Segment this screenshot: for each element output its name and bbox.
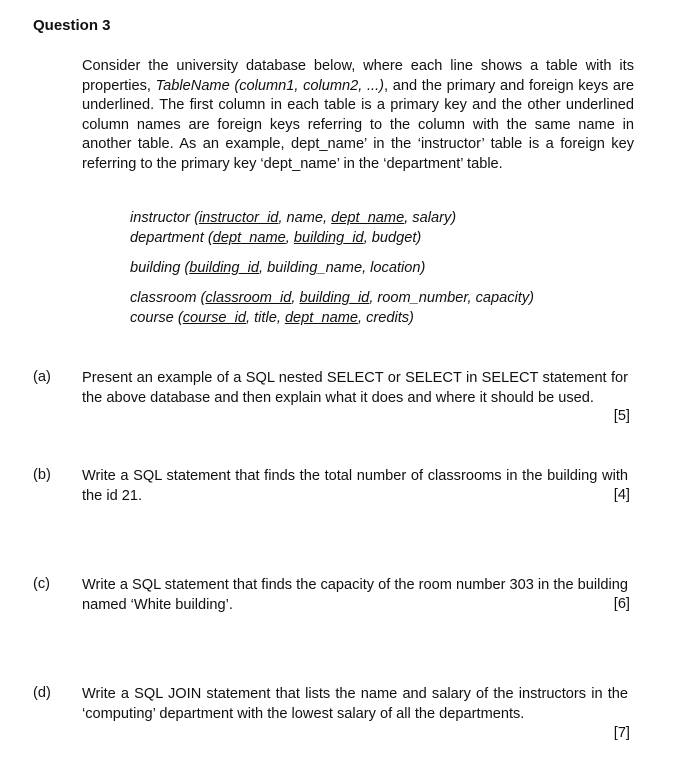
- intro-text-1: Consider the university database below, where each line shows a table with its properties,: [82, 58, 634, 94]
- schema-instructor: [130, 209, 456, 229]
- schema-department: [130, 229, 421, 249]
- columns: , room_number, capacity): [369, 290, 534, 306]
- columns: ,: [285, 230, 294, 246]
- foreign-key: building_id: [293, 230, 364, 246]
- columns: , building_name, location): [259, 260, 426, 276]
- primary-key: building_id: [189, 260, 260, 276]
- columns: , title,: [246, 310, 285, 326]
- table-name: instructor (: [130, 210, 199, 226]
- question-label: (c): [33, 576, 51, 592]
- intro-table-syntax: TableName (column1, column2, ...): [155, 77, 384, 94]
- table-name: course (: [130, 310, 183, 326]
- columns: , credits): [357, 310, 414, 326]
- foreign-key: building_id: [299, 290, 370, 306]
- question-text: Write a SQL statement that finds the total number of classrooms in the building with the id 21.: [82, 468, 628, 504]
- question-text: Write a SQL statement that finds the capacity of the room number 303 in the building named ‘White building’.: [82, 577, 628, 613]
- table-name: building (: [130, 260, 190, 276]
- question-heading: Question 3: [33, 17, 111, 34]
- foreign-key: dept_name: [331, 210, 405, 226]
- primary-key: course_id: [182, 310, 246, 326]
- schema-building: [130, 259, 425, 279]
- intro-paragraph: [82, 57, 634, 175]
- table-name: department (: [130, 230, 213, 246]
- question-marks: [6]: [613, 596, 630, 612]
- schema-classroom: [130, 289, 534, 309]
- intro-text-2: , and the primary and foreign keys are underlined. The first column in each table is a primary key and the other underlined column names are foreign keys referring to the column with the same name in another table. As an example, dept_name’ in the ‘instructor’ table is a foreign key referring to the primary key ‘dept_name’ in the ‘department’ table.: [82, 77, 634, 172]
- question-label: (a): [33, 369, 51, 385]
- columns: , salary): [404, 210, 457, 226]
- columns: , budget): [363, 230, 422, 246]
- primary-key: dept_name: [212, 230, 286, 246]
- question-text: Present an example of a SQL nested SELECT or SELECT in SELECT statement for the above database and then explain what it does and where it should be used.: [82, 370, 628, 406]
- schema-course: [130, 309, 414, 329]
- question-marks: [5]: [613, 408, 630, 424]
- question-label: (d): [33, 685, 51, 701]
- question-marks: [7]: [613, 725, 630, 741]
- columns: , name,: [278, 210, 332, 226]
- primary-key: instructor_id: [198, 210, 279, 226]
- table-name: classroom (: [130, 290, 206, 306]
- question-marks: [4]: [613, 487, 630, 503]
- foreign-key: dept_name: [284, 310, 358, 326]
- question-text: Write a SQL JOIN statement that lists the name and salary of the instructors in the ‘computing’ department with the lowest salary of all the departments.: [82, 686, 628, 722]
- columns: ,: [291, 290, 300, 306]
- primary-key: classroom_id: [205, 290, 292, 306]
- question-label: (b): [33, 467, 51, 483]
